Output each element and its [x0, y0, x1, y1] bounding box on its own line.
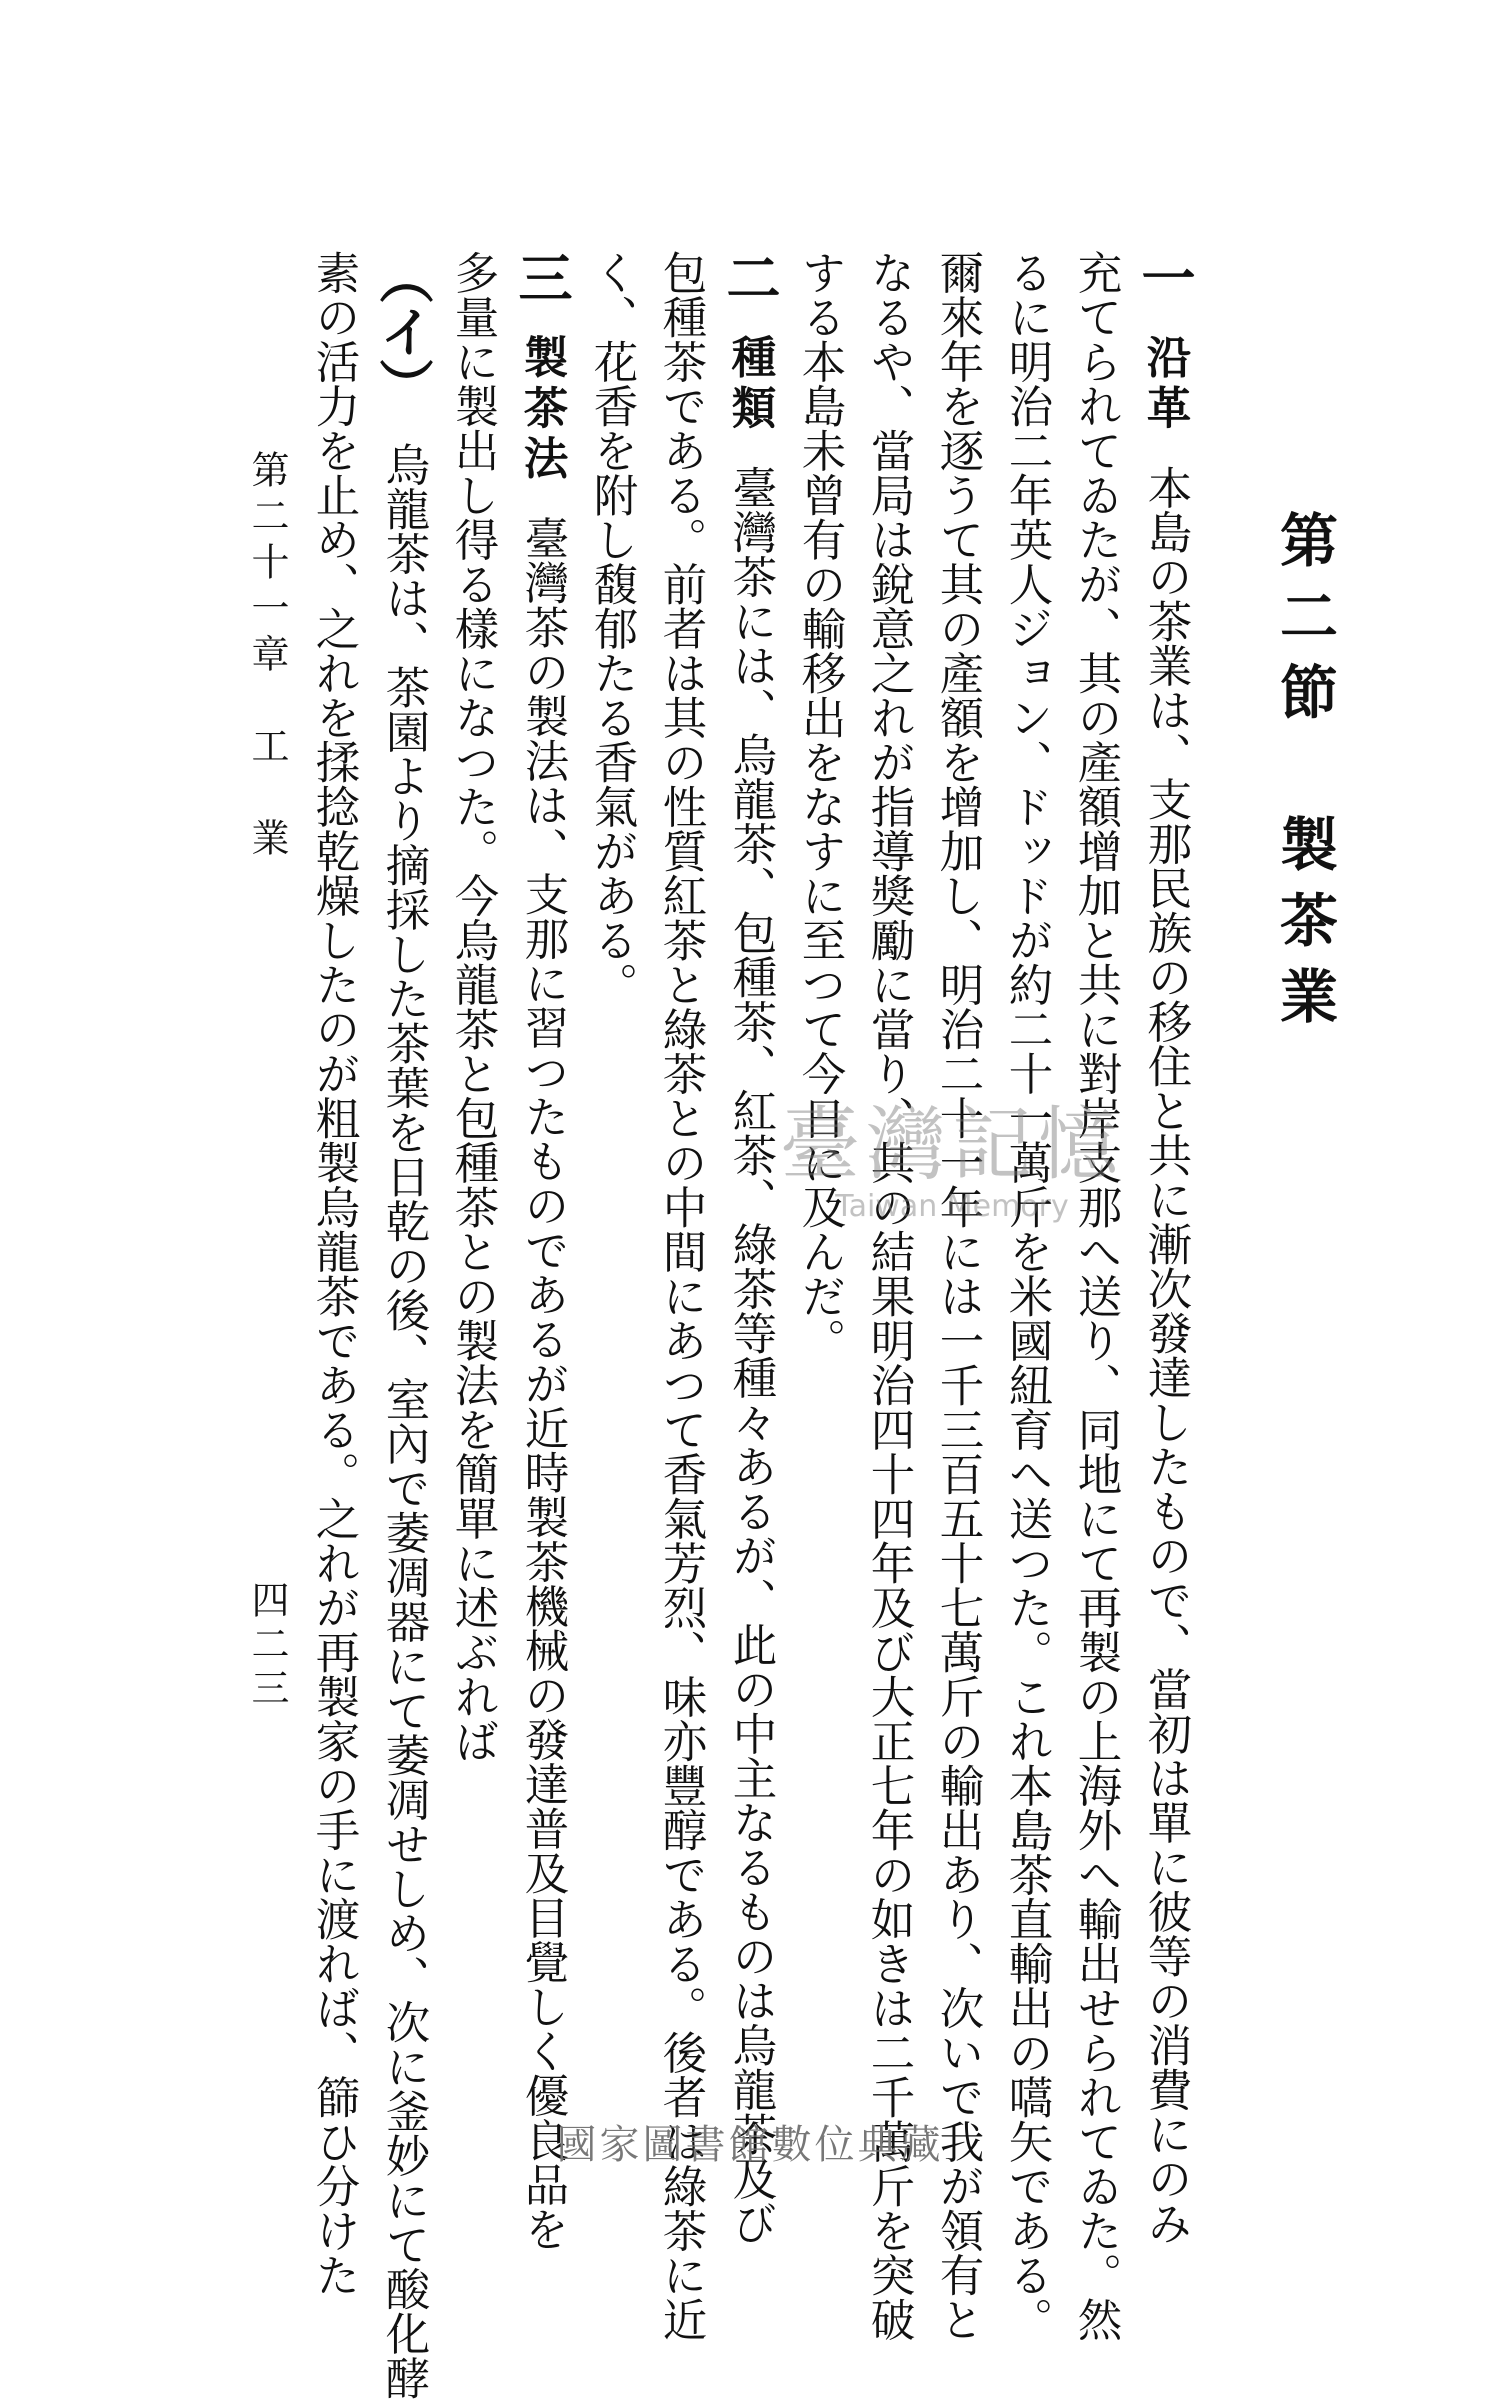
section-1-title: 沿革 [1139, 334, 1191, 435]
section-1-line: する本島未曾有の輸移出をなすに至つて今日に及んだ。 [794, 250, 845, 1363]
subsection-i-number: （イ） [371, 250, 435, 412]
section-2-heading-line [715, 250, 785, 2245]
section-2-first-line: 臺灣茶には、烏龍茶、包種茶、紅茶、綠茶等種々あるが、此の中主なるものは烏龍茶及び [725, 465, 776, 2245]
section-1-line: 充てられてゐたが、其の產額增加と共に對岸支那へ送り、同地にて再製の上海外へ輸出せられてゐた。然 [1070, 250, 1121, 2342]
subsection-i-first-line: 烏龍茶は、茶園より摘採した茶葉を日乾の後、室內で萎凋器にて萎凋せしめ、次に釜妙にて酸化酵 [378, 442, 429, 2400]
section-2-line: く、花香を附し馥郁たる香氣がある。 [586, 250, 637, 1007]
section-1-line: なるや、當局は銳意之れが指導獎勵に當り、其の結果明治四十四年及び大正七年の如きは二千萬斤を突破 [863, 250, 914, 2342]
section-3-number: 三 [510, 250, 574, 304]
section-1-line: 爾來年を逐うて其の產額を增加し、明治二十一年には一千三百五十七萬斤の輸出あり、次いで我が領有と [932, 250, 983, 2342]
section-heading: 第二節 製茶業 [1270, 510, 1338, 1042]
section-1-line: るに明治二年英人ジョン、ドッドが約二十一萬斤を米國紐育へ送つた。これ本島茶直輸出の嚆矢である。 [1001, 250, 1052, 2342]
watermark [780, 1080, 1124, 1224]
page-number: 四二三 [245, 1580, 289, 1712]
section-1-number: 一 [1133, 250, 1197, 304]
section-2-line: 包種茶である。前者は其の性質紅茶と綠茶との中間にあつて香氣芳烈、味亦豐醇である。後者は綠茶に近 [655, 250, 706, 2342]
section-2-title: 種類 [724, 334, 776, 435]
subsection-i-line: 素の活力を止め、之れを揉捻乾燥したのが粗製烏龍茶である。之れが再製家の手に渡れば、篩ひ分けた [308, 250, 359, 2297]
section-3-heading-line [507, 250, 577, 2251]
library-footer: 國家圖書館數位典藏 [556, 2122, 944, 2168]
section-1-first-line: 本島の茶業は、支那民族の移住と共に漸次發達したもので、當初は單に彼等の消費にのみ [1140, 465, 1191, 2245]
section-2-number: 二 [718, 250, 782, 304]
section-3-first-line: 臺灣茶の製法は、支那に習つたものであるが近時製茶機械の發達普及目覺しく優良品を [517, 515, 568, 2251]
watermark-english: Taiwan Memory [835, 1189, 1069, 1224]
subsection-i-heading-line [368, 250, 438, 2400]
section-3-title: 製茶法 [516, 334, 568, 486]
section-1-heading-line [1130, 250, 1200, 2245]
section-3-line: 多量に製出し得る樣になつた。今烏龍茶と包種茶との製法を簡單に述ぶれば [447, 250, 498, 1763]
watermark-chinese: 臺灣記憶 [780, 1098, 1124, 1191]
chapter-footer: 第二十一章 工 業 [245, 450, 289, 864]
